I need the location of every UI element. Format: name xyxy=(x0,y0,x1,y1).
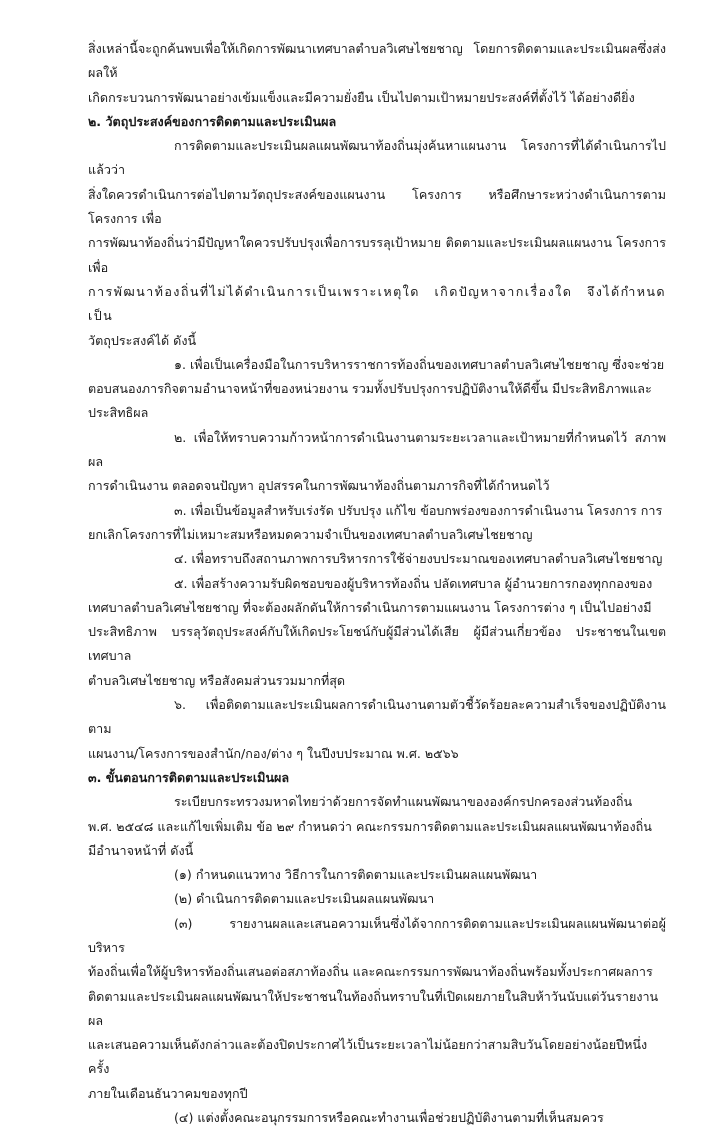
section-3-heading: ๓. ขั้นตอนการติดตามและประเมินผล xyxy=(88,769,290,785)
duty-line: (๔) แต่งตั้งคณะอนุกรรมการหรือคณะทำงานเพื่อช่วยปฏิบัติงานตามที่เห็นสมควร xyxy=(174,1110,604,1126)
duty-line: ท้องถิ่นเพื่อให้ผู้บริหารท้องถิ่นเสนอต่อสภาท้องถิ่น และคณะกรรมการพัฒนาท้องถิ่นพร้อมทั้งประกาศผลการ xyxy=(88,964,653,980)
objective-item-4 xyxy=(88,547,666,571)
objective-item-6 xyxy=(88,693,666,766)
objective-line: ตอบสนองภารกิจตามอำนาจหน้าที่ของหน่วยงาน รวมทั้งปรับปรุงการปฏิบัติงานให้ดีขึ้น มีประสิทธิภาพและ xyxy=(88,381,652,397)
duty-line: (๑) กำหนดแนวทาง วิธีการในการติดตามและประเมินผลแผนพัฒนา xyxy=(174,867,538,883)
objective-line: ๓. เพื่อเป็นข้อมูลสำหรับเร่งรัด ปรับปรุง แก้ไข ข้อบกพร่องของการดำเนินงาน โครงการ การ xyxy=(174,502,663,518)
objective-line: การดำเนินงาน ตลอดจนปัญหา อุปสรรคในการพัฒนาท้องถิ่นตามภารกิจที่ได้กำหนดไว้ xyxy=(88,478,550,494)
paragraph-line: วัตถุประสงค์ได้ ดังนี้ xyxy=(88,332,197,348)
duty-line: ติดตามและประเมินผลแผนพัฒนาให้ประชาชนในท้องถิ่นทราบในที่เปิดเผยภายในสิบห้าวันนับแต่วันรายงานผล xyxy=(88,988,659,1028)
objective-line: ๒. เพื่อให้ทราบความก้าวหน้าการดำเนินงานตามระยะเวลาและเป้าหมายที่กำหนดไว้ สภาพผล xyxy=(88,429,666,470)
objective-item-1 xyxy=(88,353,666,426)
objective-line: ประสิทธิผล xyxy=(88,405,149,421)
paragraph-line: สิ่งใดควรดำเนินการต่อไปตามวัตถุประสงค์ของแผนงาน โครงการ หรือศึกษาระหว่างดำเนินการตามโครงการ เพื่อ xyxy=(88,186,666,227)
objective-line: ๕. เพื่อสร้างความรับผิดชอบของผู้บริหารท้องถิ่น ปลัดเทศบาล ผู้อำนวยการกองทุกกองของ xyxy=(174,575,653,591)
objective-line: ตำบลวิเศษไชยชาญ หรือสังคมส่วนรวมมากที่สุด xyxy=(88,672,346,688)
intro-line: สิ่งเหล่านี้จะถูกค้นพบเพื่อให้เกิดการพัฒนาเทศบาลตำบลวิเศษไชยชาญ โดยการติดตามและประเมินผลซึ่งส่งผลให้ xyxy=(88,41,666,81)
objective-item-3 xyxy=(88,499,666,548)
paragraph-line: มีอำนาจหน้าที่ ดังนี้ xyxy=(88,842,194,858)
duty-line: (๓) รายงานผลและเสนอความเห็นซึ่งได้จากการติดตามและประเมินผลแผนพัฒนาต่อผู้บริหาร xyxy=(88,915,666,955)
duty-item-3 xyxy=(88,912,666,1106)
duty-line: และเสนอความเห็นดังกล่าวและต้องปิดประกาศไว้เป็นระยะเวลาไม่น้อยกว่าสามสิบวันโดยอย่างน้อยปีหนึ่งครั้ง xyxy=(88,1037,648,1077)
paragraph-line: การพัฒนาท้องถิ่นว่ามีปัญหาใดควรปรับปรุงเพื่อการบรรลุเป้าหมาย ติดตามและประเมินผลแผนงาน โครงการเพื่อ xyxy=(88,235,666,275)
duty-item-2 xyxy=(88,887,666,911)
objective-item-5 xyxy=(88,572,666,693)
section-3-paragraph xyxy=(88,790,666,863)
paragraph-line: พ.ศ. ๒๕๔๘ และแก้ไขเพิ่มเติม ข้อ ๒๙ กำหนดว่า คณะกรรมการติดตามและประเมินผลแผนพัฒนาท้องถิ่น xyxy=(88,818,652,834)
duty-item-4 xyxy=(88,1106,666,1130)
objective-line: ๑. เพื่อเป็นเครื่องมือในการบริหารราชการท้องถิ่นของเทศบาลตำบลวิเศษไชยชาญ ซึ่งจะช่วย xyxy=(174,356,665,372)
intro-line: เกิดกระบวนการพัฒนาอย่างเข้มแข็งและมีความยั่งยืน เป็นไปตามเป้าหมายประสงค์ที่ตั้งไว้ ได้อย่างดียิ่ง xyxy=(88,89,635,105)
objective-line: ๖. เพื่อติดตามและประเมินผลการดำเนินงานตามตัวชี้วัดร้อยละความสำเร็จของปฏิบัติงานตาม xyxy=(88,697,666,737)
paragraph-line: การติดตามและประเมินผลแผนพัฒนาท้องถิ่นมุ่งค้นหาแผนงาน โครงการที่ได้ดำเนินการไปแล้วว่า xyxy=(88,138,666,178)
intro-paragraph xyxy=(88,37,666,110)
section-2-paragraph xyxy=(88,134,666,353)
objective-line: แผนงาน/โครงการของสำนัก/กอง/ต่าง ๆ ในปีงบประมาณ พ.ศ. ๒๕๖๖ xyxy=(88,745,459,761)
paragraph-line: ระเบียบกระทรวงมหาดไทยว่าด้วยการจัดทำแผนพัฒนาขององค์กรปกครองส่วนท้องถิ่น xyxy=(174,794,633,810)
objective-line: ๔. เพื่อทราบถึงสถานภาพการบริหารการใช้จ่ายงบประมาณของเทศบาลตำบลวิเศษไชยชาญ xyxy=(174,551,663,567)
objective-item-2 xyxy=(88,426,666,499)
paragraph-line: การพัฒนาท้องถิ่นที่ไม่ได้ดำเนินการเป็นเพราะเหตุใด เกิดปัญหาจากเรื่องใด จึงได้กำหนดเป็น xyxy=(88,283,666,324)
objective-line: ยกเลิกโครงการที่ไม่เหมาะสมหรือหมดความจำเป็นของเทศบาลตำบลวิเศษไชยชาญ xyxy=(88,526,533,542)
duty-line: (๒) ดำเนินการติดตามและประเมินผลแผนพัฒนา xyxy=(174,891,435,907)
objective-line: เทศบาลตำบลวิเศษไชยชาญ ที่จะต้องผลักดันให้การดำเนินการตามแผนงาน โครงการต่าง ๆ เป็นไปอย่างมี xyxy=(88,599,652,615)
objective-line: ประสิทธิภาพ บรรลุวัตถุประสงค์กับให้เกิดประโยชน์กับผู้มีส่วนได้เสีย ผู้มีส่วนเกี่ยวข้อง ประชาชนในเขตเทศบาล xyxy=(88,624,666,664)
duty-line: ภายในเดือนธันวาคมของทุกปี xyxy=(88,1085,248,1101)
duty-item-1 xyxy=(88,863,666,887)
section-2-heading: ๒. วัตถุประสงค์ของการติดตามและประเมินผล xyxy=(88,113,337,129)
